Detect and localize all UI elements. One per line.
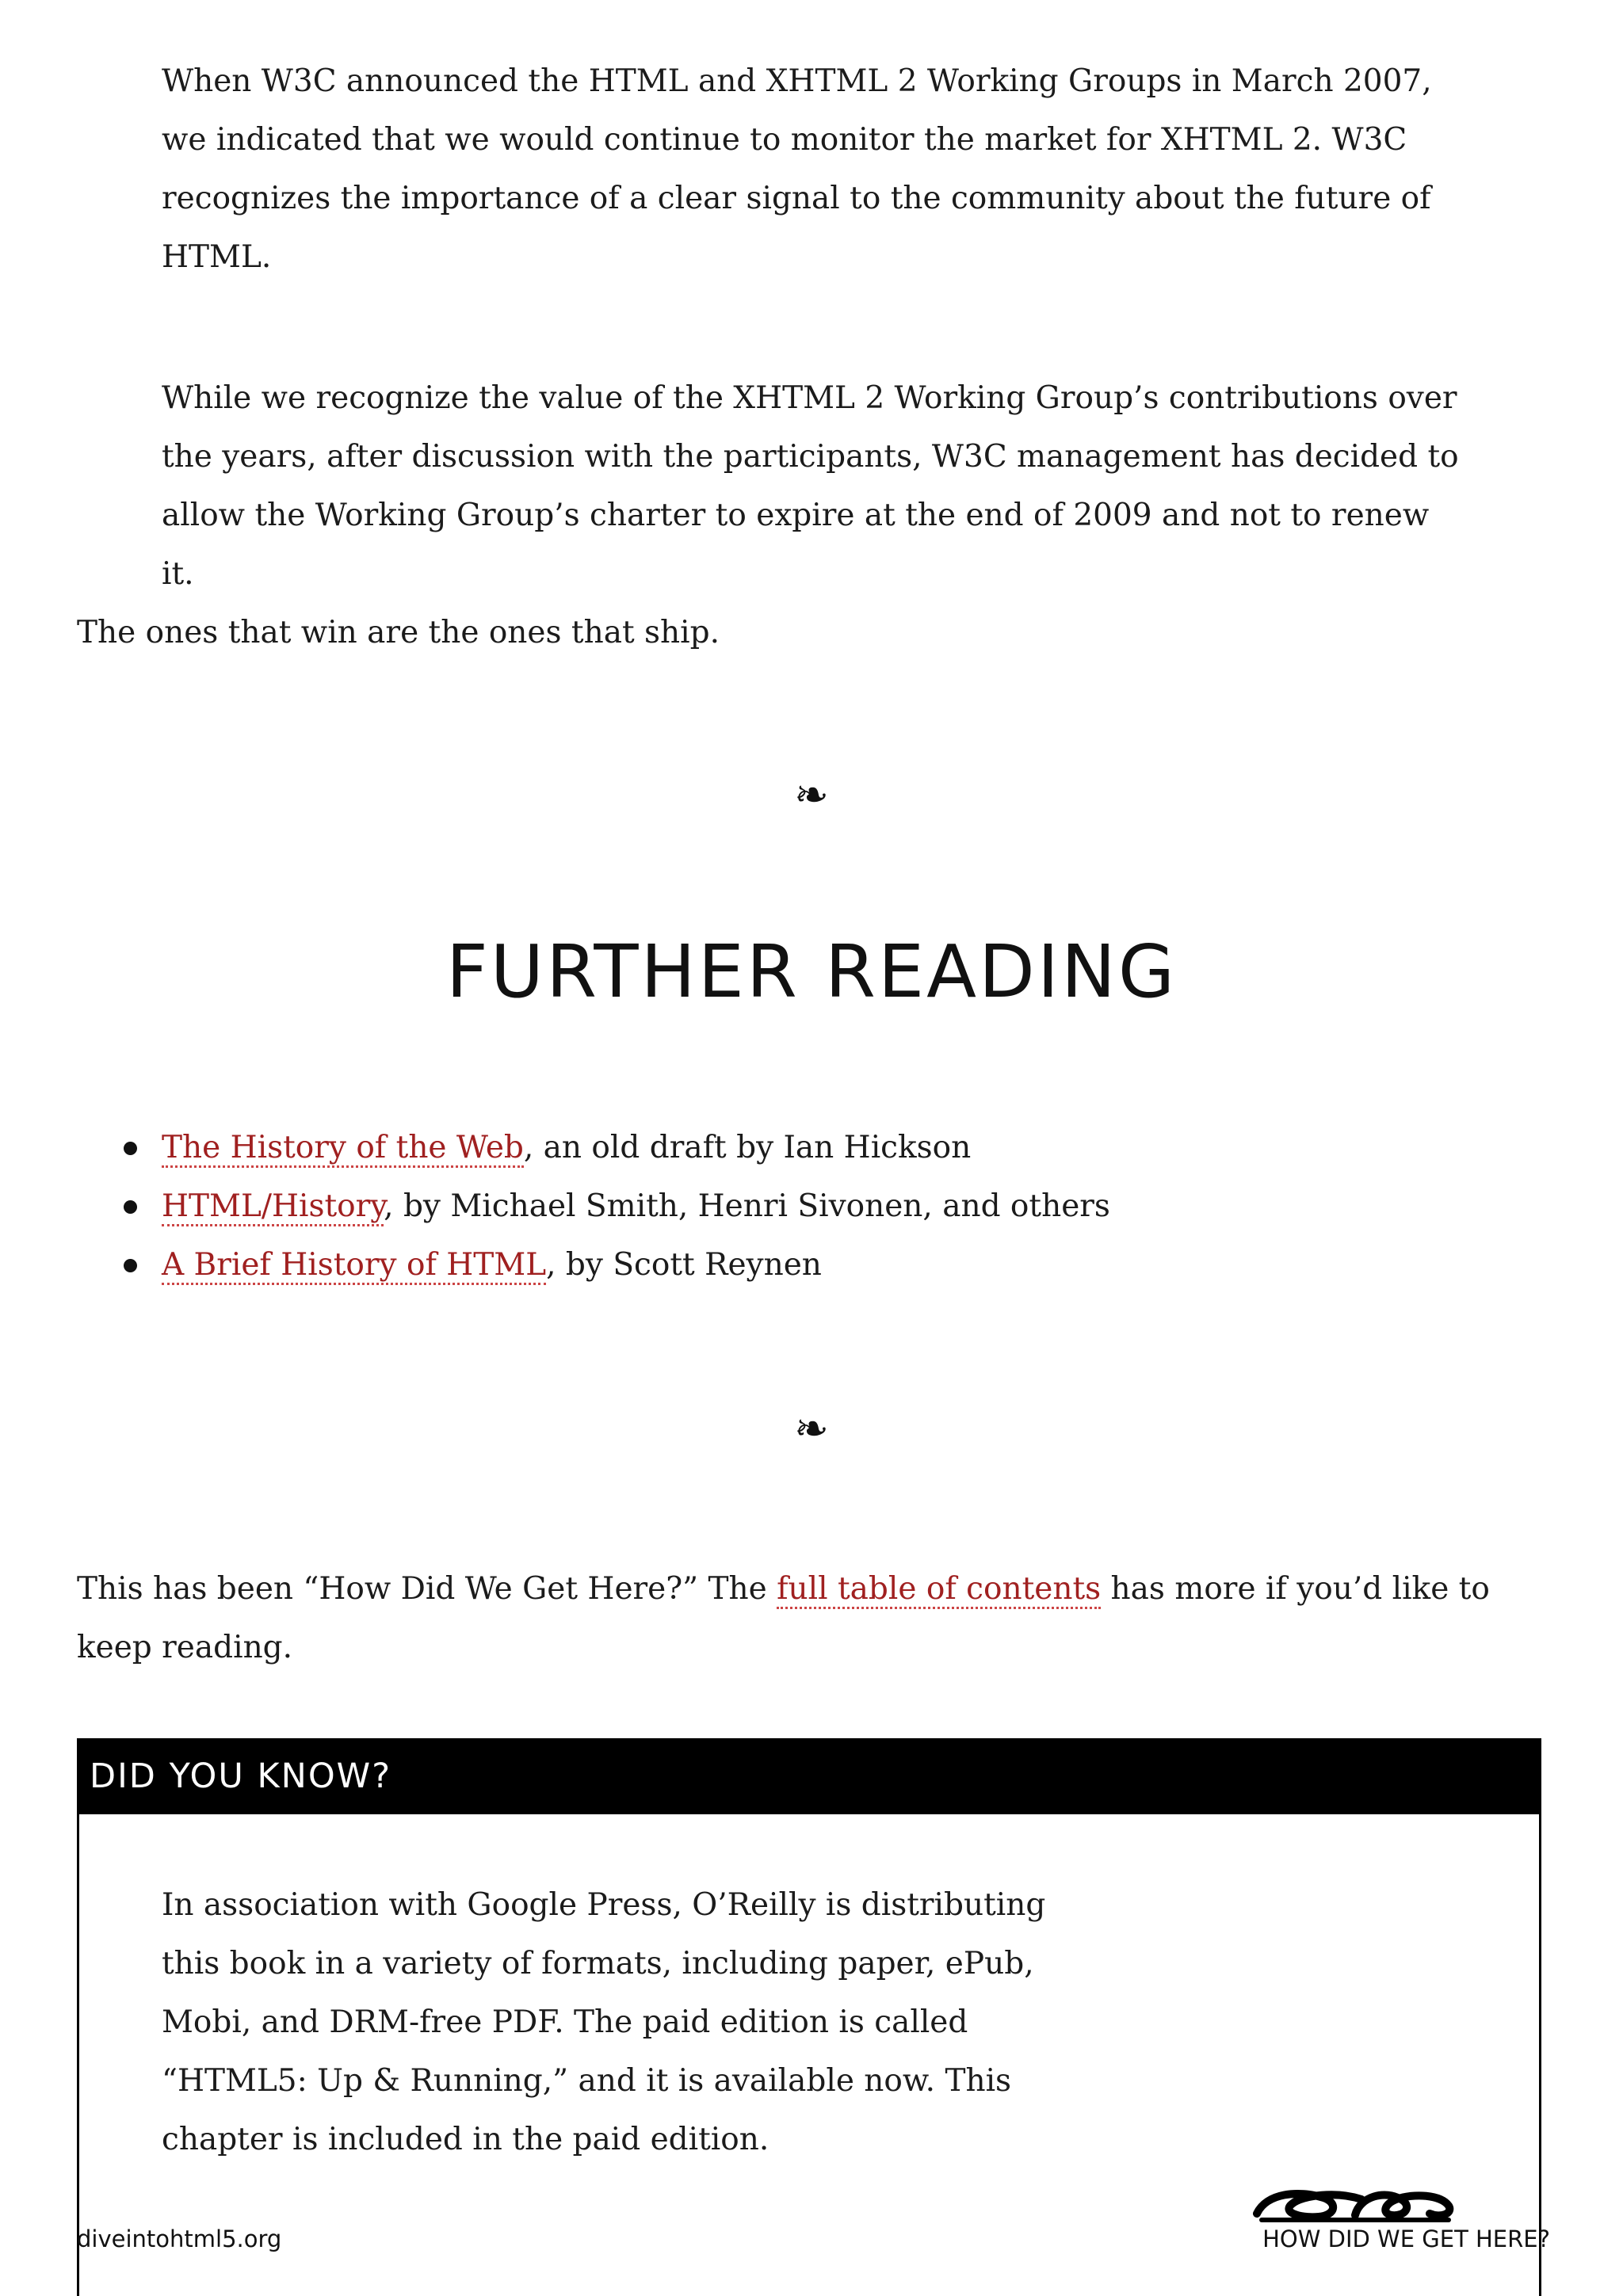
history-of-the-web-link[interactable]: The History of the Web (162, 1130, 524, 1168)
did-you-know-body: In association with Google Press, O’Reilly is distributing this book in a variety of formats, including paper, ePub, Mobi, and DRM-free PDF. The paid edition is called “HTML5: Up & Running,” and it is available now. This chapter is included in the paid edition. (162, 1887, 1046, 2157)
bullet-icon (124, 1200, 137, 1214)
list-item (119, 1177, 1545, 1236)
outro-text-before: This has been “How Did We Get Here?” The (77, 1571, 777, 1607)
list-item-text: , by Michael Smith, Henri Sivonen, and others (384, 1188, 1110, 1224)
footer-chapter-title: HOW DID WE GET HERE? (1262, 2225, 1550, 2252)
did-you-know-heading: DID YOU KNOW? (77, 1738, 1541, 1814)
list-item (119, 1119, 1545, 1177)
outro-text-after: has more if you’d like to keep reading. (77, 1571, 1490, 1665)
list-item-text: , by Scott Reynen (546, 1247, 822, 1283)
further-reading-heading: FURTHER READING (445, 929, 1178, 1014)
blockquote-paragraph-2: While we recognize the value of the XHTML 2 Working Group’s contributions over the years, after discussion with the participants, W3C management has decided to allow the Working Group’s charter to expire at the end of 2009 and not to renew it. (162, 380, 1459, 592)
footer-site: diveintohtml5.org (77, 2225, 282, 2252)
blockquote-paragraph-1: When W3C announced the HTML and XHTML 2 Working Groups in March 2007, we indicated that we would continue to monitor the market for XHTML 2. W3C recognizes the importance of a clear signal to the community about the future of HTML. (162, 63, 1432, 275)
list-item (119, 1236, 1545, 1295)
list-item-text: , an old draft by Ian Hickson (523, 1130, 972, 1165)
closing-line: The ones that win are the ones that ship. (77, 615, 720, 650)
fleuron-divider: ❧ (794, 772, 829, 819)
outro-paragraph (77, 1560, 1551, 1677)
html-history-link[interactable]: HTML/History (162, 1188, 384, 1226)
bullet-icon (124, 1259, 137, 1272)
brief-history-of-html-link[interactable]: A Brief History of HTML (162, 1247, 546, 1285)
fleuron-divider: ❧ (794, 1405, 829, 1453)
further-reading-list (119, 1119, 1545, 1295)
bullet-icon (124, 1142, 137, 1155)
dive-into-html5-logo-icon (1251, 2182, 1457, 2226)
table-of-contents-link[interactable]: full table of contents (777, 1571, 1101, 1609)
